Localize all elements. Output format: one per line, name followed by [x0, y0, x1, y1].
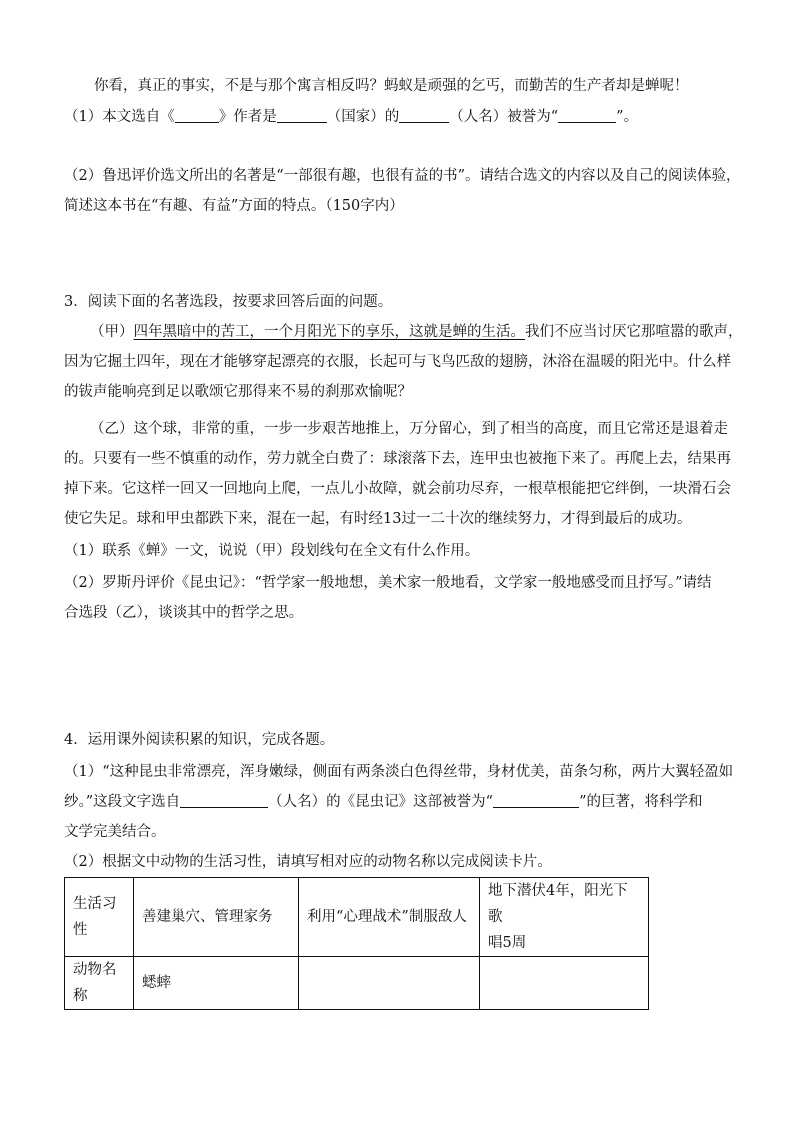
reading-card-table [64, 877, 649, 1010]
passage-jia-line-3: 的钹声能响亮到足以歌颂它那得来不易的刹那欢愉呢？ [64, 384, 412, 400]
section-4-question-1-line-3: 文学完美结合。 [64, 824, 166, 840]
passage-yi-line-2: 的。只要有一些不慎重的动作，劳力就全白费了：球滚落下去，连甲虫也被拖下来了。再爬上去，结果再 [64, 451, 731, 467]
section-3-question-2-line-1: （2）罗斯丹评价《昆虫记》：“哲学家一般地想，美术家一般地看，文学家一般地感受而且抒写。”请结 [64, 575, 712, 591]
answer-blank-country[interactable] [277, 107, 327, 123]
question-2-line-2: 简述这本书在“有趣、有益”方面的特点。（150字内） [64, 198, 404, 214]
section-3-question-2-line-2: 合选段（乙），谈谈其中的哲学之思。 [64, 605, 304, 621]
section-4-question-1-line-2: 纱。”这段文字选自 （人名）的《昆虫记》这部被誉为“ ”的巨著，将科学和 [64, 794, 703, 810]
section-4-question-2: （2）根据文中动物的生活习性，请填写相对应的动物名称以完成阅读卡片。 [64, 854, 552, 870]
section-4-title: 4．运用课外阅读积累的知识，完成各题。 [64, 732, 335, 748]
answer-blank-book[interactable] [175, 107, 219, 123]
question-2-line-1: （2）鲁迅评价选文所出的名著是“一部很有趣，也很有益的书”。请结合选文的内容以及自己的阅读体验， [64, 168, 741, 184]
answer-blank-reputation[interactable] [493, 792, 579, 808]
table-cell: 善建巢穴、管理家务 [134, 878, 299, 957]
table-header-animal: 动物名称 [65, 957, 134, 1010]
answer-cell[interactable] [299, 957, 480, 1010]
paragraph-conclusion: 你看，真正的事实，不是与那个寓言相反吗？蚂蚁是顽强的乞丐，而勤苦的生产者却是蝉呢！ [94, 78, 689, 94]
passage-jia-line-1: （甲）四年黑暗中的苦工，一个月阳光下的享乐，这就是蝉的生活。我们不应当讨厌它那喧嚣的歌声， [90, 324, 743, 340]
table-cell: 地下潜伏4年，阳光下歌 唱5周 [480, 878, 649, 957]
underlined-sentence: 四年黑暗中的苦工，一个月阳光下的享乐，这就是蝉的生活。 [133, 324, 525, 340]
answer-blank-title[interactable] [558, 107, 616, 123]
question-1-source: （1）本文选自《 》作者是 （国家）的 （人名）被誉为“ ”。 [64, 109, 639, 125]
answer-blank-author-name[interactable] [180, 792, 268, 808]
answer-cell[interactable] [480, 957, 649, 1010]
section-3-question-1: （1）联系《蝉》一文，说说（甲）段划线句在全文有什么作用。 [64, 543, 480, 559]
table-row [65, 957, 649, 1010]
table-row [65, 878, 649, 957]
table-cell: 利用“心理战术”制服敌人 [299, 878, 480, 957]
table-cell: 蟋蟀 [134, 957, 299, 1010]
section-3-title: 3．阅读下面的名著选段，按要求回答后面的问题。 [64, 294, 393, 310]
table-header-habit: 生活习性 [65, 878, 134, 957]
section-4-question-1-line-1: （1）“这种昆虫非常漂亮，浑身嫩绿，侧面有两条淡白色得丝带，身材优美，苗条匀称，两片大翼轻盈如 [64, 764, 734, 780]
passage-yi-line-1: （乙）这个球，非常的重，一步一步艰苦地推上，万分留心，到了相当的高度，而且它常还是退着走 [90, 421, 728, 437]
passage-yi-line-3: 掉下来。它这样一回又一回地向上爬，一点儿小故障，就会前功尽弃，一根草根能把它绊倒，一块滑石会 [64, 481, 731, 497]
passage-yi-line-4: 使它失足。球和甲虫都跌下来，混在一起，有时经13过一二十次的继续努力，才得到最后的成功。 [64, 511, 692, 527]
answer-blank-author[interactable] [399, 107, 449, 123]
passage-jia-line-2: 因为它掘土四年，现在才能够穿起漂亮的衣服，长起可与飞鸟匹敌的翅膀，沐浴在温暖的阳光中。什么样 [64, 354, 731, 370]
